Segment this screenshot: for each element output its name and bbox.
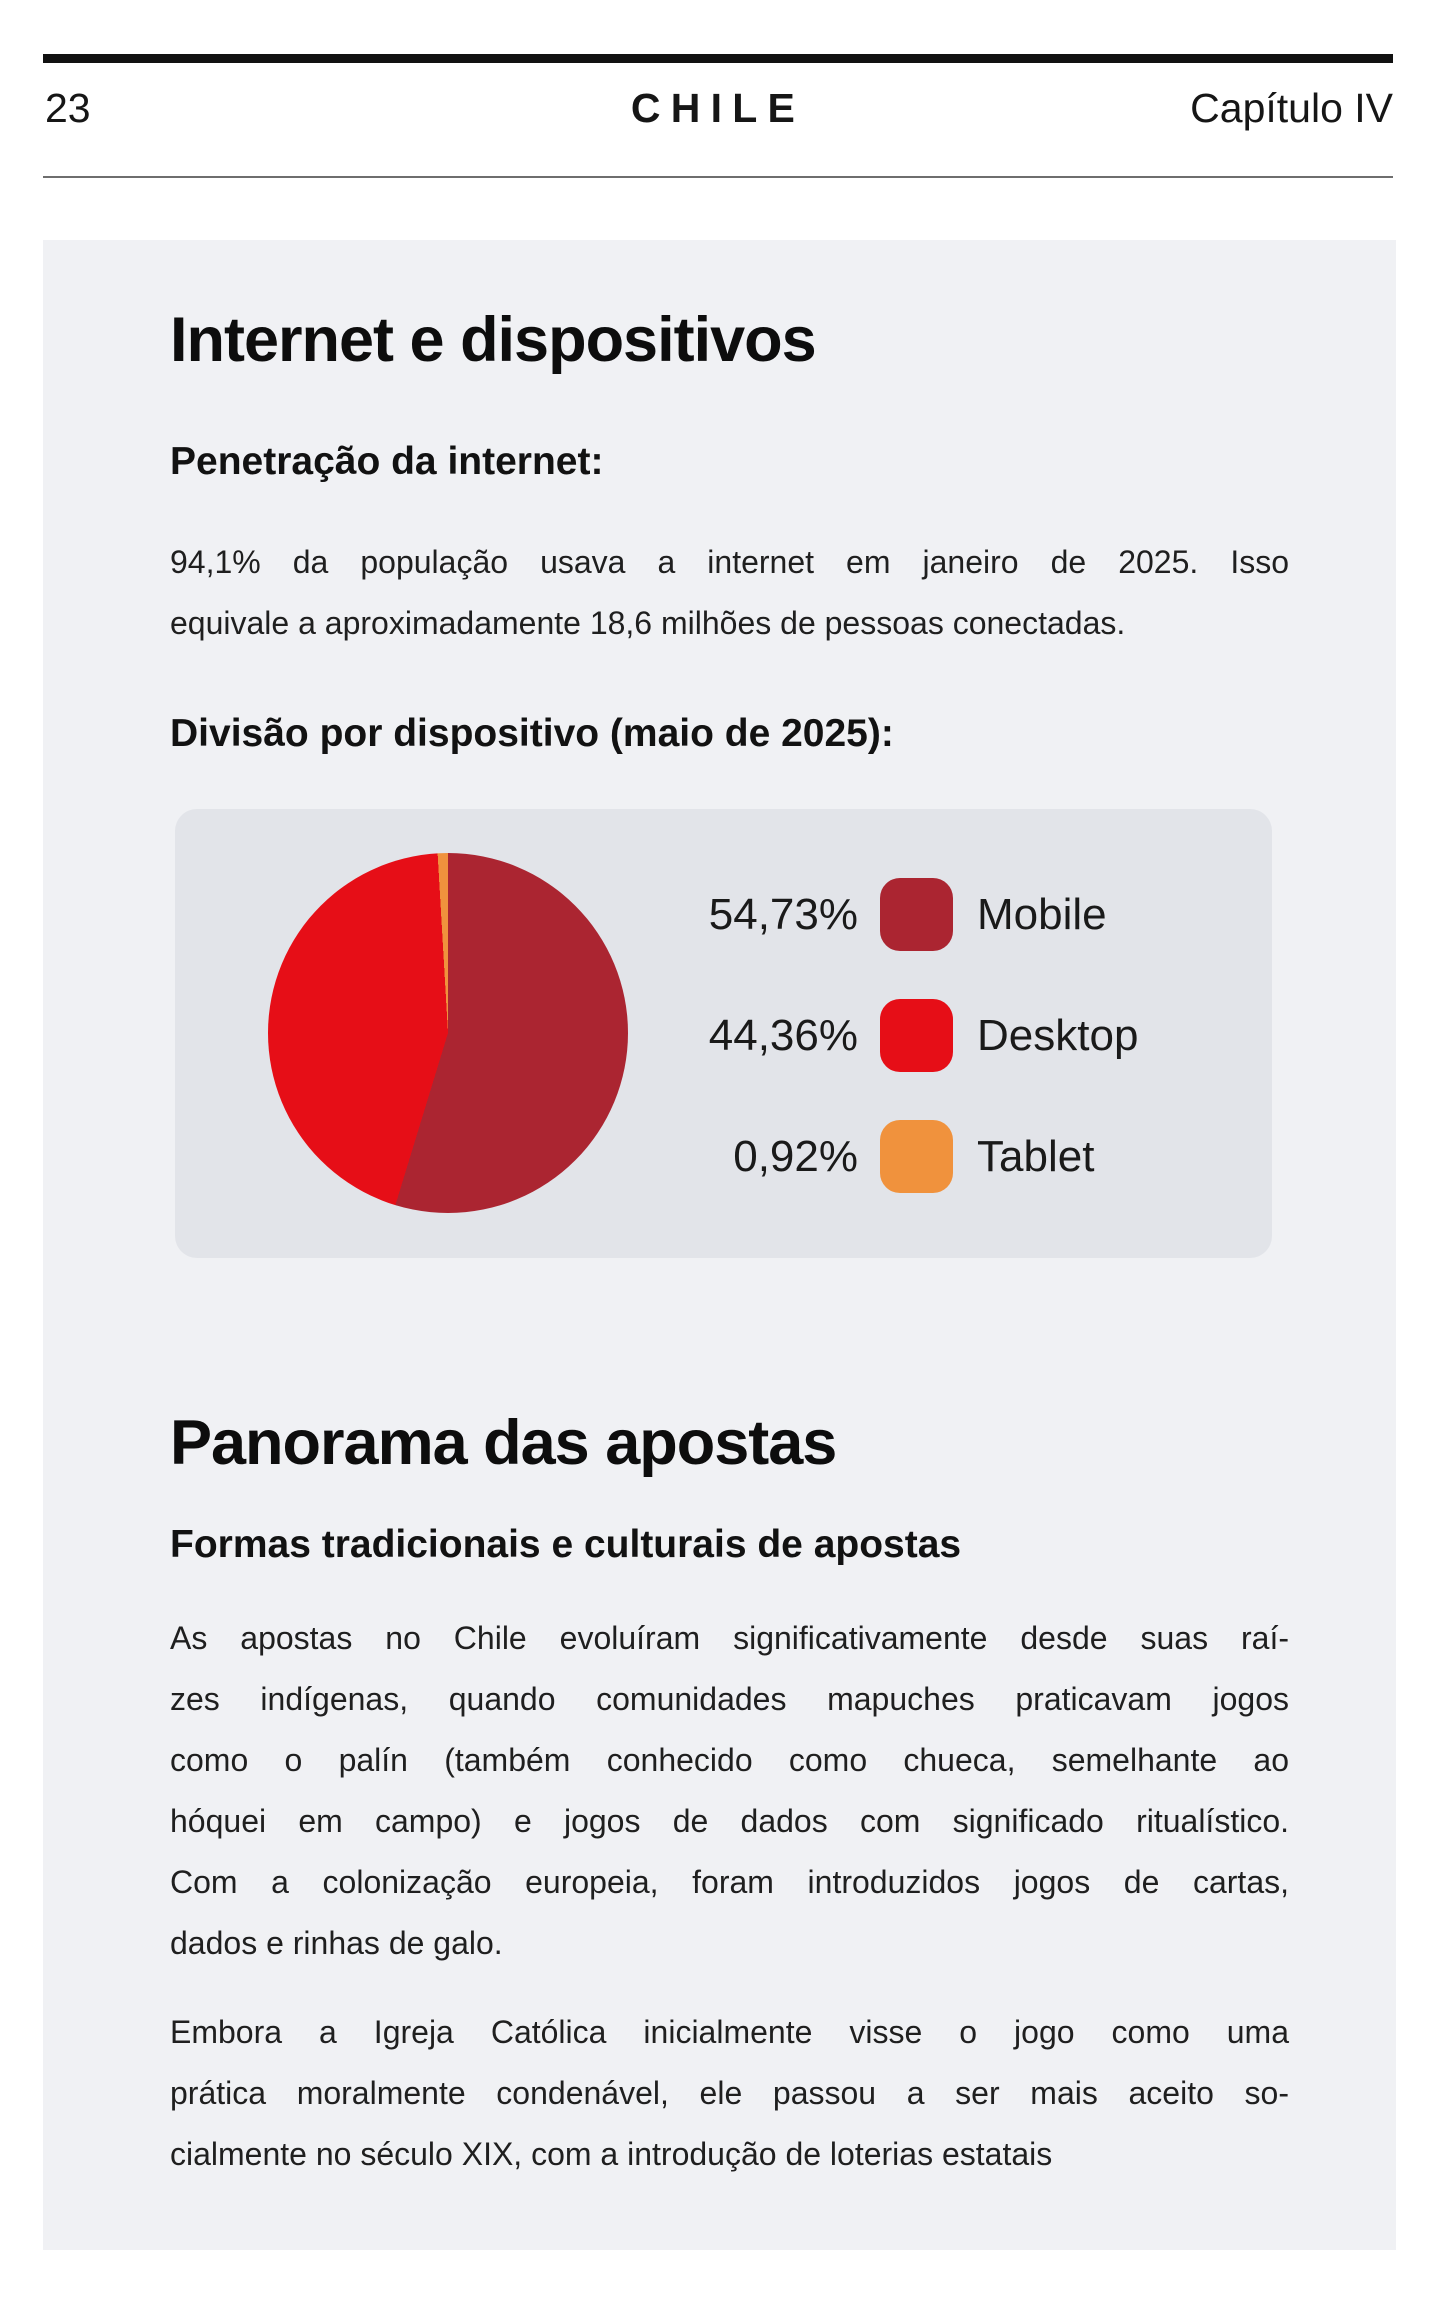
- paragraph-line: equivale a aproximadamente 18,6 milhões de pessoas conectadas.: [170, 605, 1126, 641]
- paragraph-line: zes indígenas, quando comunidades mapuches praticavam jogos: [170, 1681, 1289, 1717]
- paragraph-apostas-1: [170, 1608, 1289, 1974]
- legend-row: [695, 999, 1138, 1072]
- legend-value: 0,92%: [733, 1131, 858, 1181]
- chapter-label: Capítulo IV: [1190, 85, 1393, 131]
- legend-swatch: [880, 878, 953, 951]
- page-number: 23: [45, 85, 91, 131]
- paragraph-line: prática moralmente condenável, ele passou a ser mais aceito so-: [170, 2075, 1289, 2111]
- paragraph-internet: [170, 532, 1289, 654]
- section-heading-internet: Internet e dispositivos: [170, 305, 816, 375]
- content-panel: [43, 240, 1396, 2250]
- legend-swatch: [880, 1120, 953, 1193]
- paragraph-line: hóquei em campo) e jogos de dados com significado ritualístico.: [170, 1803, 1289, 1839]
- paragraph-apostas-2: [170, 2002, 1289, 2185]
- legend-row: [695, 878, 1138, 951]
- device-share-chart-card: [175, 809, 1272, 1258]
- subheading-penetracao: Penetração da internet:: [170, 440, 604, 483]
- legend-value: 54,73%: [708, 889, 858, 939]
- paragraph-line: dados e rinhas de galo.: [170, 1925, 503, 1961]
- header-rule: [43, 176, 1393, 178]
- paragraph-line: Embora a Igreja Católica inicialmente visse o jogo como uma: [170, 2014, 1289, 2050]
- subheading-formas-tradicionais: Formas tradicionais e culturais de apostas: [170, 1523, 962, 1566]
- paragraph-line: Com a colonização europeia, foram introduzidos jogos de cartas,: [170, 1864, 1289, 1900]
- chart-legend: [695, 878, 1138, 1193]
- page-title: CHILE: [630, 85, 806, 131]
- pie-chart: [268, 853, 628, 1213]
- legend-label: Tablet: [977, 1131, 1095, 1181]
- subheading-divisao-dispositivo: Divisão por dispositivo (maio de 2025):: [170, 712, 894, 755]
- legend-value: 44,36%: [708, 1010, 858, 1060]
- paragraph-line: cialmente no século XIX, com a introdução de loterias estatais: [170, 2136, 1053, 2172]
- legend-label: Desktop: [977, 1010, 1139, 1060]
- section-heading-apostas: Panorama das apostas: [170, 1408, 837, 1478]
- page-header: [43, 82, 1393, 134]
- legend-row: [695, 1120, 1138, 1193]
- legend-swatch: [880, 999, 953, 1072]
- paragraph-line: As apostas no Chile evoluíram significativamente desde suas raí-: [170, 1620, 1289, 1656]
- paragraph-line: como o palín (também conhecido como chueca, semelhante ao: [170, 1742, 1289, 1778]
- top-divider-bar: [43, 54, 1393, 63]
- paragraph-line: 94,1% da população usava a internet em janeiro de 2025. Isso: [170, 544, 1289, 580]
- legend-label: Mobile: [977, 889, 1107, 939]
